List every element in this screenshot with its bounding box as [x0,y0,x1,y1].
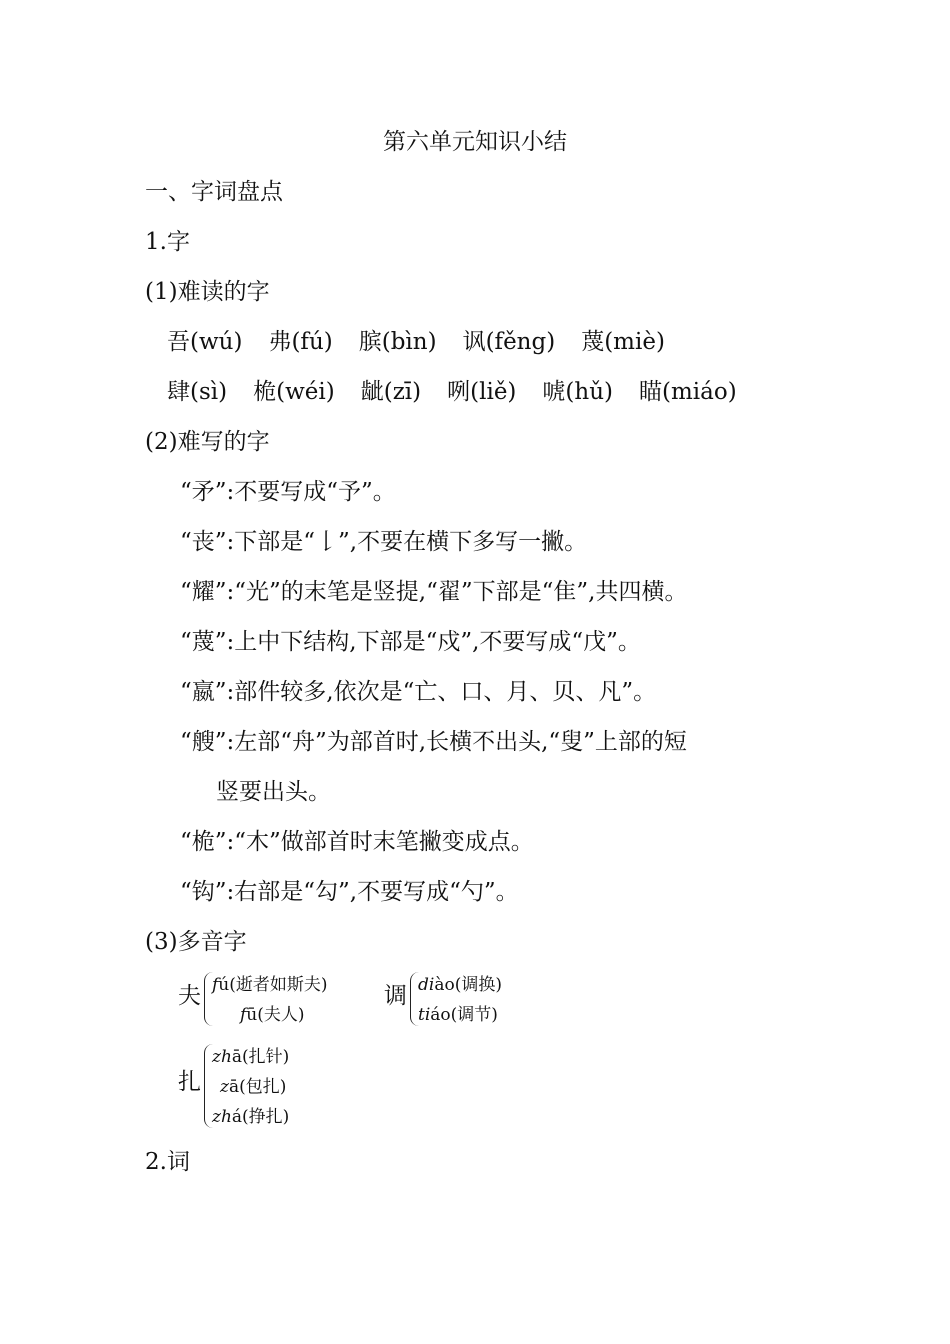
hard-read-row-2 [167,377,763,407]
hard-write-item: “蔑”:上中下结构,下部是“戍”,不要写成“戊”。 [180,629,641,655]
polyphone-char: 夫 [178,983,201,1009]
pinyin-item: 膑(bìn) [358,329,437,355]
polyphone-group [384,968,534,1030]
page-title: 第六单元知识小结 [383,129,567,155]
hard-write-item: “丧”:下部是“𠄌”,不要在横下多写一撇。 [180,529,588,555]
pinyin-item: 桅(wéi) [253,379,335,405]
hard-write-item: “嬴”:部件较多,依次是“亡、口、月、贝、凡”。 [180,679,657,705]
pinyin-item: 唬(hǔ) [542,379,613,405]
hard-read-heading: (1)难读的字 [145,279,270,305]
hard-write-item: “桅”:“木”做部首时末笔撇变成点。 [180,829,534,855]
polyphone-reading: fū(夫人) [240,1005,305,1025]
hard-write-item: “钩”:右部是“勾”,不要写成“勺”。 [180,879,519,905]
pinyin-item: 吾(wú) [167,329,243,355]
hard-write-item: “艘”:左部“舟”为部首时,长横不出头,“叟”上部的短 [180,729,687,755]
polyphone-char: 调 [384,983,407,1009]
polyphone-reading: zā(包扎) [220,1077,287,1097]
polyphone-reading: fú(逝者如斯夫) [212,975,328,995]
section-heading: 一、字词盘点 [145,179,283,205]
polyphone-reading: zhá(挣扎) [212,1107,290,1127]
pinyin-item: 蔑(miè) [581,329,665,355]
hard-write-heading: (2)难写的字 [145,429,270,455]
hard-write-item-continued: 竖要出头。 [216,779,331,805]
polyphone-heading: (3)多音字 [145,929,247,955]
pinyin-item: 肆(sì) [167,379,228,405]
polyphone-reading: tiáo(调节) [418,1005,498,1025]
polyphone-group [178,1040,328,1132]
polyphone-reading: diào(调换) [418,975,502,995]
pinyin-item: 龇(zī) [360,379,422,405]
polyphone-group [178,968,368,1030]
subsection-words: 2.词 [145,1149,190,1175]
hard-write-item: “矛”:不要写成“予”。 [180,479,396,505]
polyphone-reading: zhā(扎针) [212,1047,290,1067]
pinyin-item: 瞄(miáo) [639,379,737,405]
pinyin-item: 讽(fěng) [462,329,556,355]
hard-write-item: “耀”:“光”的末笔是竖提,“翟”下部是“隹”,共四横。 [180,579,688,605]
hard-read-row-1 [167,327,691,357]
pinyin-item: 弗(fú) [268,329,333,355]
pinyin-item: 咧(liě) [447,379,517,405]
polyphone-char: 扎 [178,1069,201,1095]
subsection-characters: 1.字 [145,229,190,255]
